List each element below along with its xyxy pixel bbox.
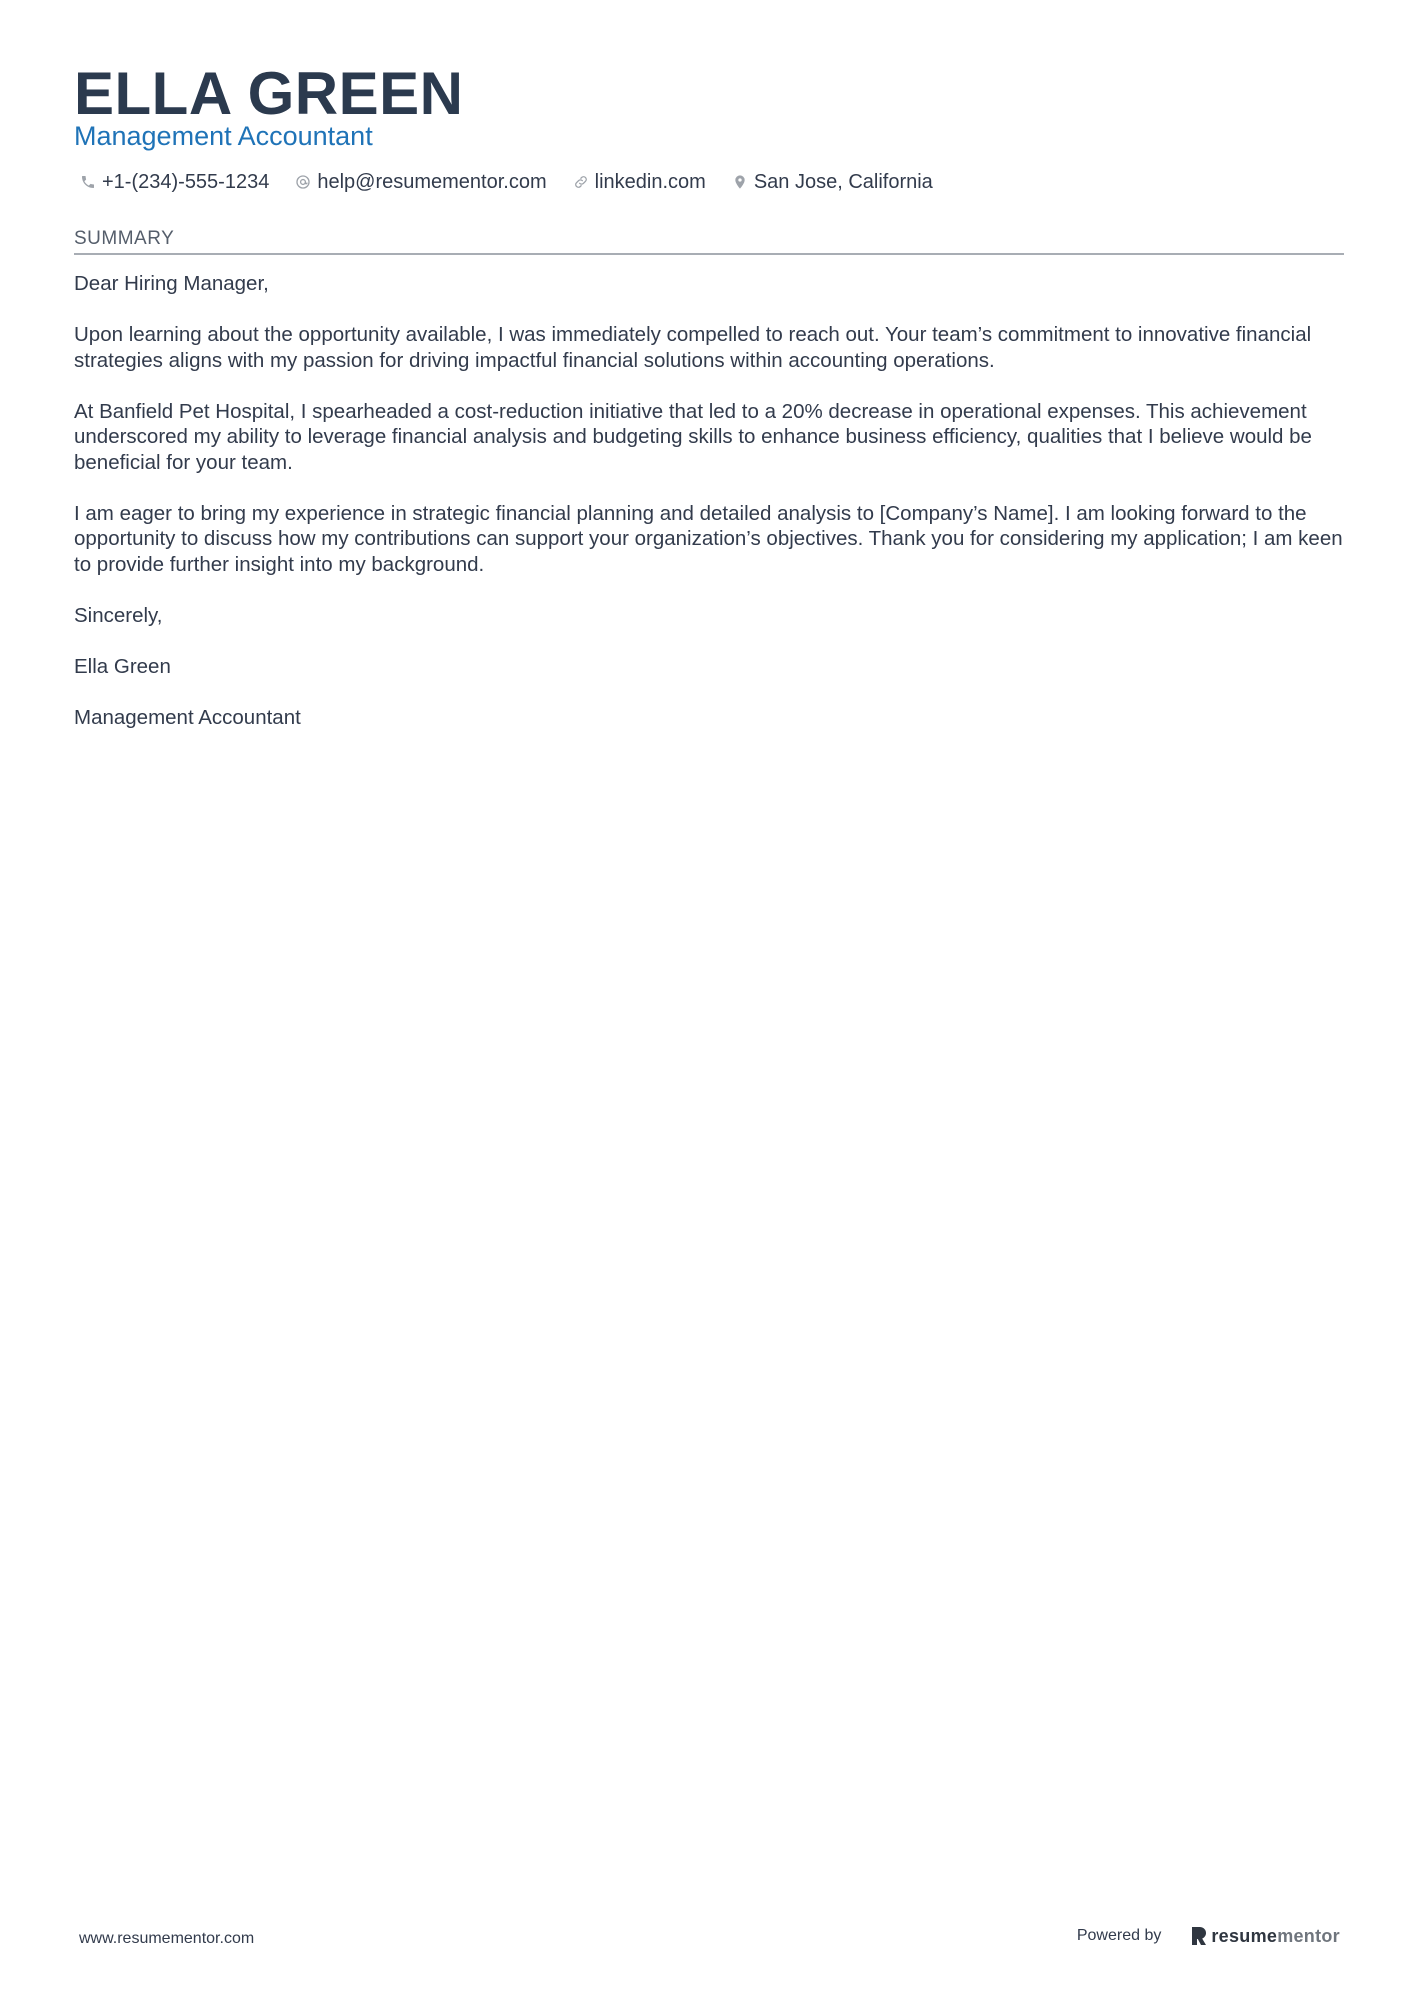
letter-paragraph-2: At Banfield Pet Hospital, I spearheaded a cost-reduction initiative that led to a 20% decrease in operational expenses. This achievement underscored my ability to leverage financial analysis and budgeting skills to enhance business efficiency, qualities that I believe would be beneficial for your team.: [74, 399, 1312, 474]
linkedin-text[interactable]: linkedin.com: [594, 171, 706, 193]
cover-letter-body: [74, 271, 1344, 756]
link-icon: [573, 174, 589, 190]
footer-website[interactable]: www.resumementor.com: [79, 1930, 255, 1947]
letter-paragraph-3: I am eager to bring my experience in strategic financial planning and detailed analysis to [Company’s Name]. I am looking forward to the opportunity to discuss how my contributions can support your organization’s objectives. Thank you for considering my application; I am keen to provide further insight into my background.: [74, 501, 1343, 576]
signature-name: Ella Green: [74, 654, 171, 678]
section-divider: [74, 253, 1344, 255]
candidate-role: Management Accountant: [74, 121, 373, 151]
powered-by-label: Powered by: [1076, 1927, 1162, 1944]
phone-text: +1-(234)-555-1234: [102, 171, 270, 193]
summary-heading: SUMMARY: [74, 228, 175, 249]
salutation: Dear Hiring Manager,: [74, 272, 269, 295]
location-pin-icon: [732, 174, 748, 190]
phone-icon: [80, 174, 96, 190]
resume-page: [74, 0, 1344, 1995]
at-icon: [295, 174, 311, 190]
contact-email[interactable]: [295, 168, 546, 196]
resumementor-logo-icon: [1191, 1926, 1207, 1946]
location-text: San Jose, California: [753, 171, 933, 193]
contact-linkedin[interactable]: [573, 168, 706, 196]
contact-location: [732, 168, 933, 196]
footer-branding: [1077, 1926, 1340, 1946]
brand-logo[interactable]: [1191, 1926, 1340, 1946]
contact-phone: [80, 168, 269, 196]
contact-bar: [80, 168, 959, 196]
email-text[interactable]: help@resumementor.com: [317, 171, 547, 193]
candidate-name: ELLA GREEN: [74, 60, 464, 127]
closing: Sincerely,: [74, 603, 163, 627]
signature-title: Management Accountant: [74, 705, 301, 729]
brand-name-strong: resume: [1211, 1926, 1278, 1946]
letter-paragraph-1: Upon learning about the opportunity available, I was immediately compelled to reach out. Your team’s commitment to innovative financial strategies aligns with my passion for driving impactful financial solutions within accounting operations.: [74, 323, 1312, 372]
brand-name-light: mentor: [1277, 1926, 1340, 1946]
